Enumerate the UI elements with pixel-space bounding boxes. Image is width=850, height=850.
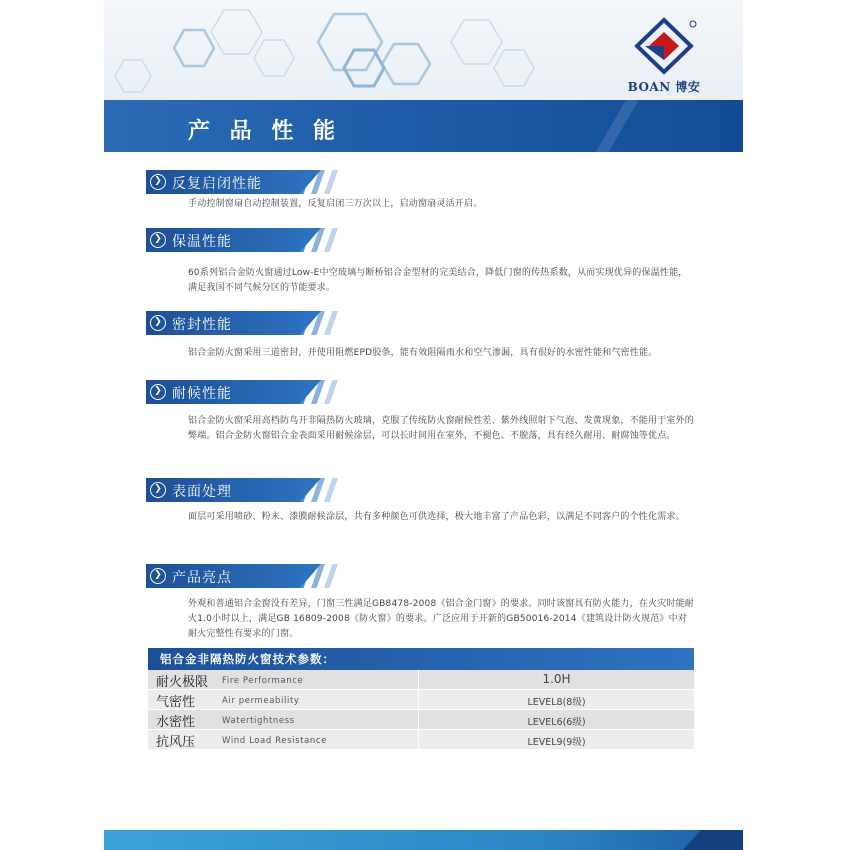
section-title: 产品亮点 (172, 570, 232, 586)
spec-table (148, 648, 694, 750)
spec-name-en: Air permeability (222, 696, 300, 706)
circle-arrow-right-icon: ❯ (150, 384, 166, 400)
spec-table-title: 铝合金非隔热防火窗技术参数： (148, 648, 694, 670)
spec-value: 1.0H (542, 672, 571, 686)
brand-logo (619, 14, 709, 96)
table-row (148, 690, 694, 710)
table-row (148, 710, 694, 730)
spec-table-body (148, 670, 694, 750)
section-heading-surface (146, 478, 416, 502)
table-row (148, 730, 694, 750)
section-text: 手动控制窗扇自动控制装置，反复启闭三万次以上，启动窗扇灵活开启。 (188, 199, 483, 209)
circle-arrow-right-icon: ❯ (150, 482, 166, 498)
page-title: 产 品 性 能 (188, 119, 341, 144)
section-text: 铝合金防火窗采用三道密封，并使用阻燃EPD胶条，能有效阻隔雨水和空气渗漏，具有很好的水密性能和气密性能。 (188, 348, 658, 358)
spec-name-cn: 水密性 (156, 715, 196, 730)
section-text: 60系列铝合金防火窗通过Low-E中空玻璃与断桥铝合金型材的完美结合，降低门窗的传热系数，从而实现优异的保温性能，满足我国不同气候分区的节能要求。 (188, 268, 688, 293)
circle-arrow-right-icon: ❯ (150, 568, 166, 584)
section-title: 表面处理 (172, 484, 232, 500)
spec-name-en: Watertightness (222, 716, 295, 726)
brochure-page (104, 0, 743, 850)
footer-band (104, 830, 743, 850)
circle-arrow-right-icon: ❯ (150, 315, 166, 331)
circle-arrow-right-icon: ❯ (150, 174, 166, 190)
section-title: 密封性能 (172, 317, 232, 333)
section-text: 面层可采用喷砂、粉末、漆膜耐候涂层，共有多种颜色可供选择，极大地丰富了产品色彩，以满足不同客户的个性化需求。 (188, 512, 685, 522)
logo-text: BOAN 博安 (627, 80, 701, 94)
title-banner (104, 100, 743, 152)
spec-value: LEVEL9(9级) (527, 737, 586, 748)
spec-name-en: Fire Performance (222, 676, 304, 686)
spec-name-cn: 抗风压 (156, 735, 196, 750)
table-row (148, 670, 694, 690)
section-title: 保温性能 (172, 234, 232, 250)
section-heading-cycling (146, 170, 416, 194)
spec-name-cn: 气密性 (156, 695, 196, 710)
section-title: 反复启闭性能 (172, 176, 262, 192)
section-title: 耐候性能 (172, 386, 232, 402)
spec-name-en: Wind Load Resistance (222, 736, 327, 746)
section-text: 外观和普通铝合金窗没有差异，门窗三性满足GB8478-2008《铝合金门窗》的要求。同时该窗具有防火能力，在火灾时能耐火1.0小时以上，满足GB 16809-2008《防火窗》的要求。广泛应用于开新的GB50016-2014《建筑设计防火规范》中对耐火完整性有要求的门窗。 (188, 599, 695, 639)
section-heading-insulation (146, 228, 416, 252)
boan-logo-icon (619, 14, 709, 78)
spec-name-cn: 耐火极限 (156, 675, 209, 690)
circle-arrow-right-icon: ❯ (150, 232, 166, 248)
header-decoration (104, 0, 743, 100)
spec-value: LEVEL6(6级) (527, 717, 586, 728)
spec-value: LEVEL8(8级) (527, 697, 586, 708)
section-text: 铝合金防火窗采用高档防鸟开非隔热防火玻璃，克服了传统防火窗耐候性差、紫外线照射下气泡、发黄现象，不能用于室外的弊端。铝合金防火窗铝合金表面采用耐候涂层，可以长时间用在室外，不褪色、不脱落，具有经久耐用、耐腐蚀等优点。 (188, 416, 695, 441)
section-heading-sealing (146, 311, 416, 335)
section-heading-weathering (146, 380, 416, 404)
section-heading-highlights (146, 564, 416, 588)
